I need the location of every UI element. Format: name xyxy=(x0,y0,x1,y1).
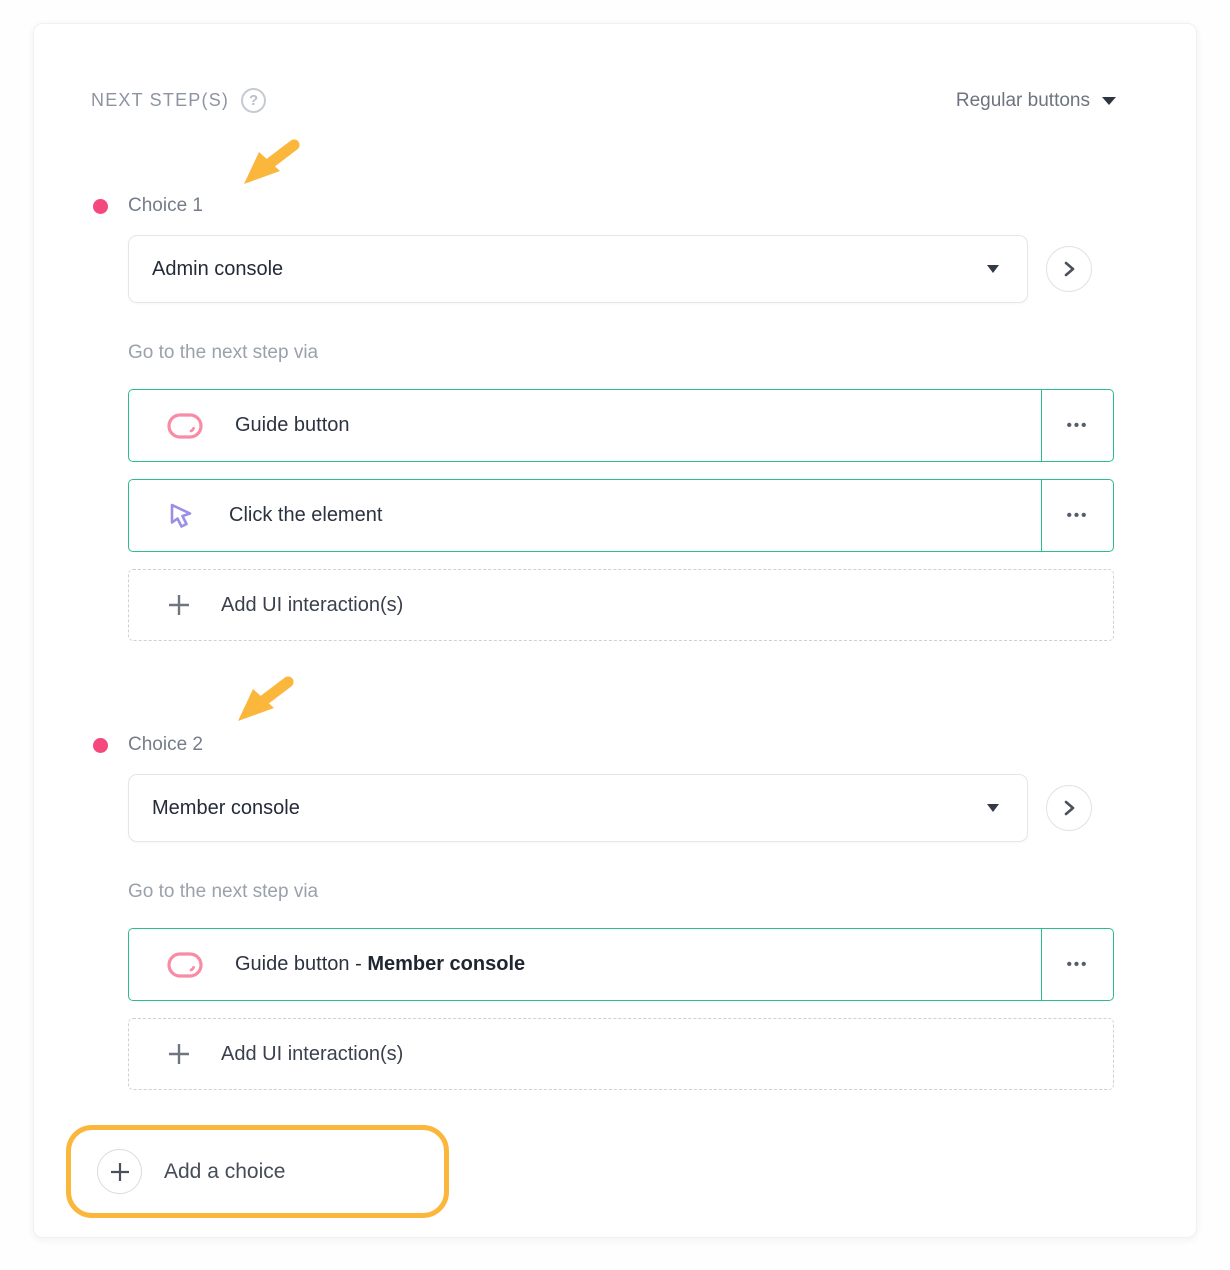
choice-2-destination-select[interactable] xyxy=(128,774,1028,842)
add-choice-button[interactable] xyxy=(66,1125,449,1218)
add-ui-interaction-button[interactable] xyxy=(128,1018,1114,1090)
go-to-step-button[interactable] xyxy=(1046,785,1092,831)
chevron-down-icon xyxy=(1102,97,1116,105)
interaction-label: Guide button - Member console xyxy=(235,953,526,975)
choice-bullet-icon xyxy=(93,738,108,753)
via-caption: Go to the next step via xyxy=(128,342,319,363)
button-style-dropdown[interactable] xyxy=(956,90,1116,112)
annotation-arrow-icon xyxy=(236,137,302,187)
ellipsis-icon: ••• xyxy=(1066,507,1089,524)
via-caption: Go to the next step via xyxy=(128,881,319,902)
interaction-guide-button[interactable] xyxy=(129,390,1041,461)
select-caret-icon xyxy=(987,265,999,273)
next-steps-panel xyxy=(33,23,1197,1238)
interaction-label: Click the element xyxy=(229,504,383,526)
guide-button-icon xyxy=(167,413,203,439)
add-ui-interaction-label: Add UI interaction(s) xyxy=(221,1042,404,1065)
chevron-right-icon xyxy=(1060,799,1078,817)
select-value: Admin console xyxy=(152,257,284,280)
plus-icon xyxy=(167,1042,191,1066)
guide-button-icon xyxy=(167,952,203,978)
help-icon[interactable]: ? xyxy=(241,88,266,113)
choice-1-destination-select[interactable] xyxy=(128,235,1028,303)
chevron-right-icon xyxy=(1060,260,1078,278)
select-value: Member console xyxy=(152,796,300,819)
interaction-label: Guide button xyxy=(235,414,350,436)
choice-label: Choice 1 xyxy=(128,195,203,216)
plus-icon xyxy=(109,1161,131,1183)
interaction-menu-button[interactable] xyxy=(1041,929,1113,1000)
interaction-menu-button[interactable] xyxy=(1041,480,1113,551)
ellipsis-icon: ••• xyxy=(1066,956,1089,973)
ellipsis-icon: ••• xyxy=(1066,417,1089,434)
interaction-click-element[interactable] xyxy=(129,480,1041,551)
interaction-menu-button[interactable] xyxy=(1041,390,1113,461)
plus-circle xyxy=(97,1149,142,1194)
add-choice-label: Add a choice xyxy=(164,1159,286,1183)
add-ui-interaction-button[interactable] xyxy=(128,569,1114,641)
interaction-row xyxy=(128,389,1114,462)
annotation-arrow-icon xyxy=(230,673,296,725)
panel-header xyxy=(34,24,1196,113)
choice-1-header xyxy=(93,195,1196,217)
cursor-icon xyxy=(167,501,197,531)
interaction-row xyxy=(128,479,1114,552)
interaction-row xyxy=(128,928,1114,1001)
select-caret-icon xyxy=(987,804,999,812)
choice-label: Choice 2 xyxy=(128,734,203,755)
add-ui-interaction-label: Add UI interaction(s) xyxy=(221,593,404,616)
go-to-step-button[interactable] xyxy=(1046,246,1092,292)
plus-icon xyxy=(167,593,191,617)
interaction-guide-button[interactable] xyxy=(129,929,1041,1000)
choice-bullet-icon xyxy=(93,199,108,214)
button-style-dropdown-value: Regular buttons xyxy=(955,89,1090,111)
panel-title: NEXT STEP(S) xyxy=(91,90,230,110)
choice-2-header xyxy=(93,734,1196,756)
